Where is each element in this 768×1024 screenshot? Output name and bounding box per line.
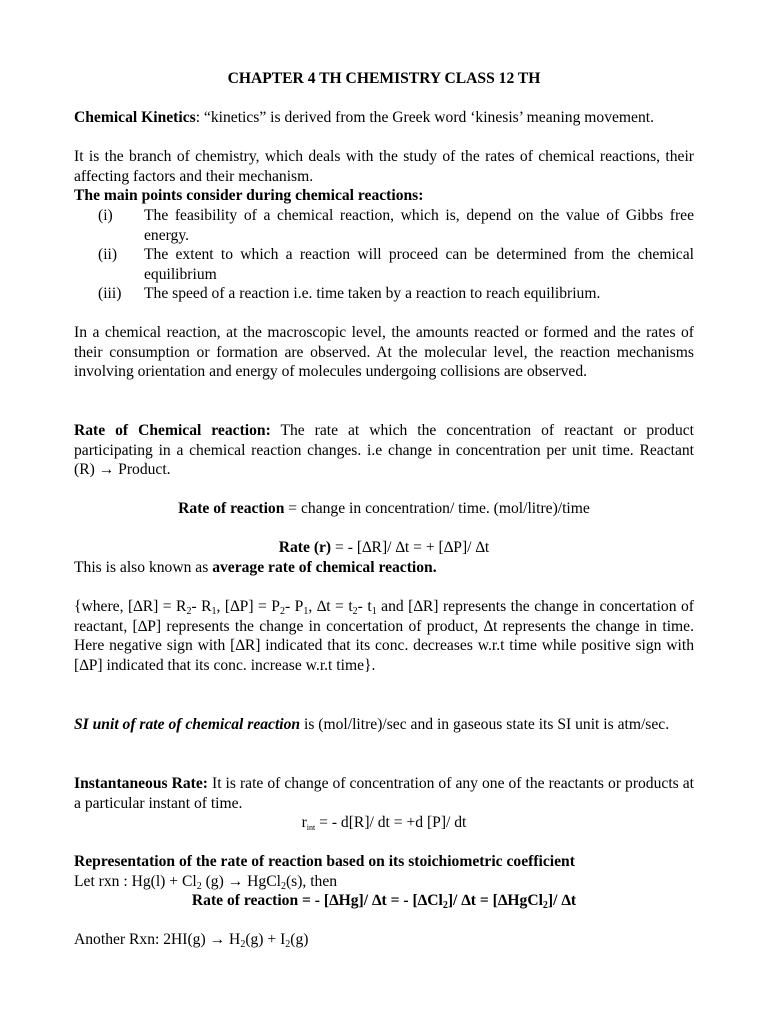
rate-formula: Rate of reaction = change in concentration/ time. (mol/litre)/time [178, 500, 590, 517]
stoichiometric-heading: Representation of the rate of reaction based on its stoichiometric coefficient [74, 853, 575, 870]
si-unit-paragraph: SI unit of rate of chemical reaction is (mol/litre)/sec and in gaseous state its SI unit is atm/sec. [74, 716, 670, 733]
list-item-text: The feasibility of a chemical reaction, which is, depend on the value of Gibbs free energy. [144, 207, 694, 244]
branch-definition: It is the branch of chemistry, which deals with the study of the rates of chemical reactions, their affecting factors and their mechanism. [74, 148, 694, 185]
list-item-text: The extent to which a reaction will proceed can be determined from the chemical equilibrium [144, 246, 694, 283]
rate-of-reaction-definition: Rate of Chemical reaction: The rate at which the concentration of reactant or product participating in a chemical reaction changes. i.e change in concentration per unit time. Reactant (R) → Product. [74, 422, 694, 478]
list-item-number: (ii) [98, 246, 118, 263]
si-unit-label: SI unit of rate of chemical reaction [74, 716, 301, 733]
rate-heading: Rate of Chemical reaction: [74, 422, 271, 439]
average-rate-note: This is also known as average rate of chemical reaction. [74, 559, 437, 576]
list-item-number: (iii) [98, 285, 122, 302]
rate-equation: Rate (r) = - [∆R]/ ∆t = + [∆P]/ ∆t [278, 539, 490, 556]
main-points-heading: The main points consider during chemical reactions: [74, 187, 424, 204]
list-item [74, 245, 694, 284]
instantaneous-rate-equation: $r_{int}$ = - d[R]/ dt = +d [P]/ dt [301, 814, 467, 832]
list-item-number: (i) [98, 207, 113, 224]
list-item-text: The speed of a reaction i.e. time taken by a reaction to reach equilibrium. [144, 285, 601, 302]
chemical-kinetics-definition: Chemical Kinetics: “kinetics” is derived from the Greek word ‘kinesis’ meaning movement. [74, 109, 654, 126]
instantaneous-rate-paragraph: Instantaneous Rate: It is rate of change of concentration of any one of the reactants or products at a particular instant of time. [74, 775, 695, 812]
macroscopic-paragraph: In a chemical reaction, at the macroscopic level, the amounts reacted or formed and the rates of their consumption or formation are observed. At the molecular level, the reaction mechanisms involving orientation and energy of molecules undergoing collisions are observed. [74, 324, 694, 380]
list-item [74, 206, 694, 245]
list-item [74, 284, 694, 304]
page-title: CHAPTER 4 TH CHEMISTRY CLASS 12 TH [227, 70, 541, 87]
another-reaction-line: Another Rxn: $2HI(g) \to H_2(g) + I_2(g)$ [74, 931, 309, 950]
where-paragraph: {where, $[\Delta R] = R_2-$ $R_1$, $[\Delta P] = P_2-$ $P_1$, $\Delta t = t_2-$ $t_1$ and [∆R] represents the change in concertation of reactant, [∆P] represents the change in concertation of product, ∆t represents the change in time. Here negative sign with [∆R] indicated that its conc. decreases w.r.t time while positive sign with [∆P] indicated that its conc. increase w.r.t time}. [74, 598, 694, 674]
term-chemical-kinetics: Chemical Kinetics [74, 109, 196, 126]
instantaneous-rate-label: Instantaneous Rate: [74, 775, 208, 792]
stoichiometric-rate-equation: Rate of reaction = - [∆Hg]/ ∆t = - $[\Delta Cl_2]/$ ∆t = [∆HgCl$_2$]/ ∆t [191, 892, 577, 911]
let-reaction-line: Let rxn : $Hg(l) + Cl_2$ (g) → HgCl$_2$(s), then [74, 873, 338, 892]
